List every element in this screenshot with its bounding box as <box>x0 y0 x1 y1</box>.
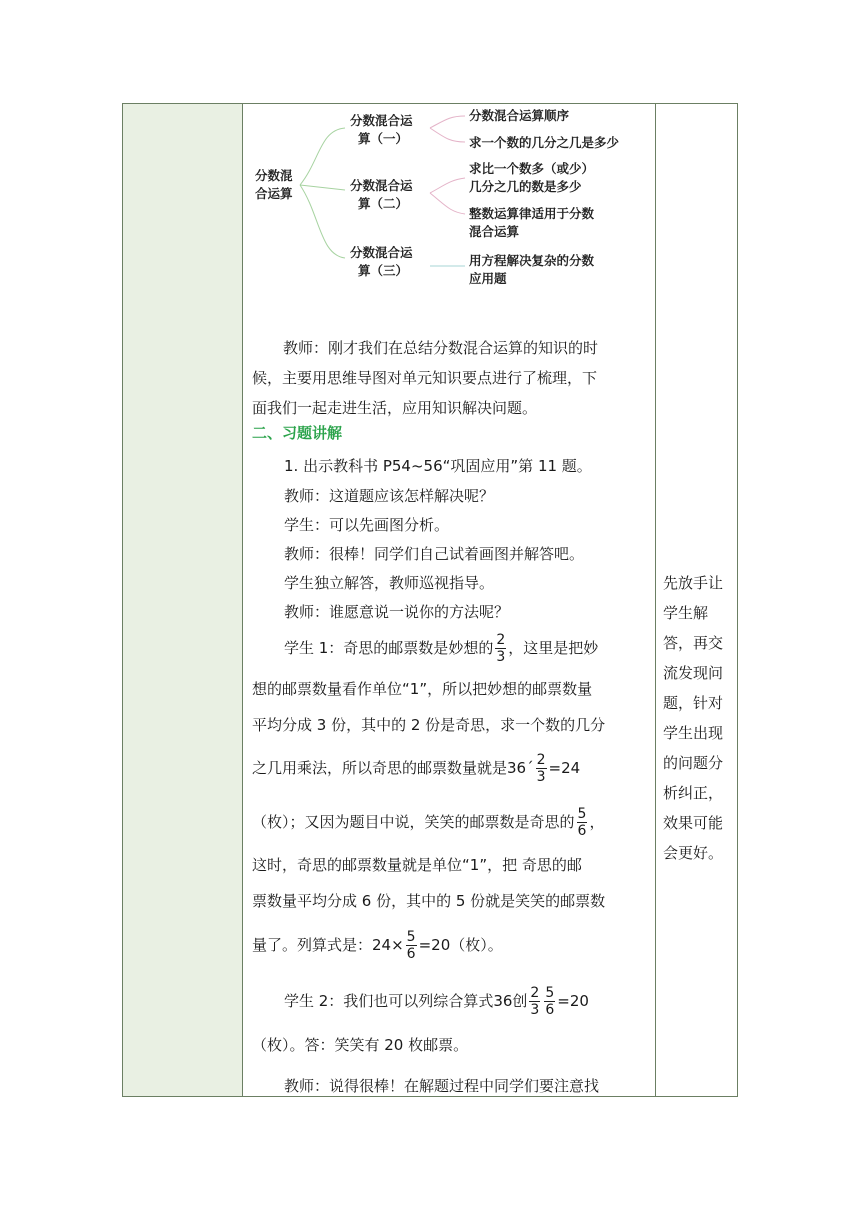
s1-text-l: =20（枚）。 <box>418 936 503 954</box>
frac-num: 2 <box>536 752 546 768</box>
leaf-line-2a <box>430 178 465 193</box>
student2-line-1 <box>284 985 684 1018</box>
frac-den: 6 <box>406 946 416 962</box>
fraction-five-sixths <box>577 806 588 839</box>
frac-num: 2 <box>496 632 506 648</box>
fraction-five-sixths-c <box>544 985 555 1018</box>
teacher-praise: 教师：很棒！同学们自己试着画图并解答吧。 <box>284 545 585 563</box>
fraction-two-thirds-c <box>529 985 540 1018</box>
fraction-five-sixths-b <box>406 929 417 962</box>
student1-line-1 <box>284 632 684 665</box>
student2-line-2: （枚）。答：笑笑有 20 枚邮票。 <box>252 1036 469 1054</box>
mindmap-leaf-2b: 整数运算律适用于分数混合运算 <box>469 206 595 239</box>
leaf-line-2b <box>430 193 465 214</box>
mindmap-leaf-1b: 求一个数的几分之几是多少 <box>469 135 620 150</box>
student1-line-2: 想的邮票数量看作单位“1”，所以把妙想的邮票数量 <box>252 680 593 698</box>
teacher-closing: 教师：说得很棒！在解题过程中同学们要注意找 <box>284 1077 600 1095</box>
mindmap-leaf-3: 用方程解决复杂的分数应用题 <box>469 253 595 286</box>
intro-line-1: 教师：刚才我们在总结分数混合运算的知识的时 <box>283 339 599 357</box>
intro-line-3: 面我们一起走进生活，应用知识解决问题。 <box>252 399 538 417</box>
frac-num: 5 <box>577 806 587 822</box>
student-work: 学生独立解答，教师巡视指导。 <box>284 574 495 592</box>
s1-text-k: 量了。列算式是：24× <box>252 936 404 954</box>
mindmap-branch-3: 分数混合运算（三） <box>350 245 413 278</box>
branch-line-2 <box>300 185 345 190</box>
branch-line-3 <box>300 185 345 258</box>
fraction-two-thirds <box>495 632 506 665</box>
mindmap-leaf-1a: 分数混合运算顺序 <box>469 108 570 123</box>
frac-den: 6 <box>545 1002 555 1018</box>
s1-text-f: =24 <box>548 759 581 777</box>
s1-text-g: （枚）；又因为题目中说，笑笑的邮票数是奇思的 <box>252 813 575 831</box>
leaf-line-1a <box>430 116 465 128</box>
intro-line-2: 候，主要用思维导图对单元知识要点进行了梳理，下 <box>252 369 598 387</box>
s1-text-e: 之几用乘法，所以奇思的邮票数量就是36´ <box>252 759 534 777</box>
exercise-line: 1. 出示教科书 P54~56“巩固应用”第 11 题。 <box>284 457 592 475</box>
student1-line-5 <box>252 806 652 839</box>
branch-line-1 <box>300 128 345 185</box>
mind-map <box>0 0 860 300</box>
mindmap-branch-1: 分数混合运算（一） <box>350 113 413 146</box>
frac-den: 3 <box>496 649 506 665</box>
student1-line-7: 票数量平均分成 6 份，其中的 5 份就是笑笑的邮票数 <box>252 892 606 910</box>
section-heading: 二、习题讲解 <box>252 424 343 442</box>
teaching-note: 先放手让学生解答，再交流发现问题，针对学生出现的问题分析纠正，效果可能会更好。 <box>663 574 724 862</box>
student1-line-6: 这时，奇思的邮票数量就是单位“1”，把 奇思的邮 <box>252 856 582 874</box>
leaf-line-1b <box>430 128 465 142</box>
mindmap-branch-2: 分数混合运算（二） <box>350 178 413 211</box>
mindmap-leaf-2a: 求比一个数多（或少）几分之几的数是多少 <box>469 161 595 194</box>
teacher-ask: 教师：谁愿意说一说你的方法呢？ <box>284 603 510 621</box>
student-answer: 学生：可以先画图分析。 <box>284 516 450 534</box>
s1-text-b: ，这里是把妙 <box>508 639 599 657</box>
student1-line-4 <box>252 752 652 785</box>
teacher-question: 教师：这道题应该怎样解决呢？ <box>284 487 495 505</box>
frac-num: 2 <box>530 985 540 1001</box>
frac-num: 5 <box>406 929 416 945</box>
frac-den: 3 <box>530 1002 540 1018</box>
frac-num: 5 <box>545 985 555 1001</box>
fraction-two-thirds-b <box>536 752 547 785</box>
mindmap-root: 分数混 合运算 <box>255 168 293 201</box>
student1-line-3: 平均分成 3 份，其中的 2 份是奇思，求一个数的几分 <box>252 716 606 734</box>
s2-text-a: 学生 2：我们也可以列综合算式36创 <box>284 992 528 1010</box>
frac-den: 3 <box>536 769 546 785</box>
s1-text-a: 学生 1：奇思的邮票数是妙想的 <box>284 639 494 657</box>
s2-text-b: =20 <box>557 992 589 1010</box>
student1-line-8 <box>252 929 652 962</box>
frac-den: 6 <box>577 823 587 839</box>
s1-text-h: ， <box>589 813 605 831</box>
